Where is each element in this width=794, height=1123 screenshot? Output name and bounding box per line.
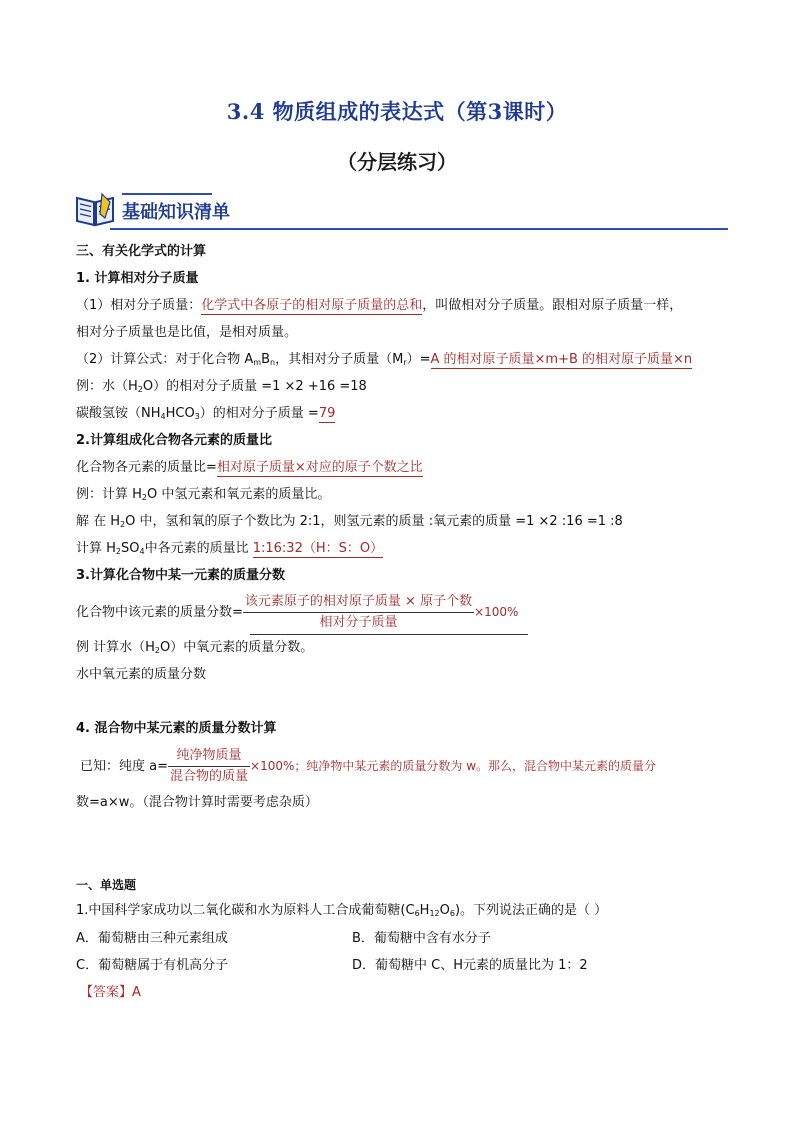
answer-label: 【答案】 [80,985,133,1000]
page-subtitle: （分层练习） [337,150,457,174]
subscript: r [403,358,407,367]
fraction-denominator: 混合物的质量 [170,769,249,784]
subscript: 2 [154,646,161,655]
answer-value: A [132,985,141,1000]
paragraph-1 [76,297,682,315]
subscript: 2 [141,493,148,502]
section-banner [74,188,728,232]
text: )。下列说法正确的是（ ） [454,903,608,918]
subscript: 2 [137,385,143,394]
formula-purity-line-2: 数=a×w。（混合物计算时需要考虑杂质） [76,795,318,810]
answer-line [80,984,141,1002]
option-a: A．葡萄糖由三种元素组成 [76,931,228,946]
text: 化合物各元素的质量比= [76,460,217,475]
answer-blank: A 的相对原子质量×m+B 的相对原子质量×n [430,352,693,367]
subscript: 4 [160,412,166,421]
fraction-numerator: 该元素原子的相对原子质量 × 原子个数 [243,592,474,613]
text: ×100% [474,605,519,619]
text: ，叫做相对分子质量。跟相对原子质量一样， [422,298,683,313]
fraction-denominator: 相对分子质量 [319,615,398,630]
text: H [419,903,430,918]
text: ，其相对分子质量（M [275,352,404,367]
text: HCO [165,406,195,421]
text: O 中氢元素和氧元素的质量比。 [147,487,331,502]
paragraph-2 [76,351,692,369]
text: 计算 H [76,541,116,556]
text: 化合物中该元素的质量分数= [76,605,243,620]
blank-line [250,634,528,635]
fraction-numerator: 纯净物质量 [168,746,250,767]
text: B [261,352,271,367]
option-d: D．葡萄糖中 C、H元素的质量比为 1：2 [352,958,588,973]
formula-purity [80,746,656,787]
formula-mass-fraction [76,592,518,633]
calc-h2so4 [76,540,383,558]
text: 例 计算水（H [76,640,155,655]
mass-ratio-rule [76,459,423,477]
example-oxygen-line-2: 水中氧元素的质量分数 [76,667,207,682]
text: （2）计算公式：对于化合物 A [76,352,254,367]
solution-ratio [76,513,623,531]
fraction [243,592,474,633]
subheading-4: 4. 混合物中某元素的质量分数计算 [76,721,277,736]
example-oxygen [76,639,313,657]
subheading-2: 2.计算组成化合物各元素的质量比 [76,433,272,448]
option-b: B．葡萄糖中含有水分子 [352,931,491,946]
text: O）中氧元素的质量分数。 [160,640,314,655]
text: O [439,903,450,918]
text: 例：计算 H [76,487,142,502]
subscript: 4 [139,547,145,556]
text: O）的相对分子质量 =1 ×2 +16 =18 [142,379,367,394]
subscript: 3 [194,412,200,421]
subscript: 6 [449,909,455,918]
book-icon [74,192,116,228]
subscript: n [270,358,276,367]
paragraph-1-line-2: 相对分子质量也是比值，是相对质量。 [76,325,298,340]
answer-blank: 化学式中各原子的相对原子质量的总和 [201,298,423,313]
text: O 中，氢和氧的原子个数比为 2:1，则氢元素的质量 :氧元素的质量 =1 ×2 :16 =1 :8 [125,514,623,529]
subscript: m [253,358,262,367]
text: 例：水（H [76,379,138,394]
banner-label: 基础知识清单 [122,202,230,223]
example-ratio [76,486,330,504]
text: 1.中国科学家成功以二氧化碳和水为原料人工合成葡萄糖(C [76,903,415,918]
banner-underline [110,228,728,230]
text: ）= [406,352,431,367]
answer-blank: 79 [318,406,336,421]
text: SO [121,541,140,556]
question-section-heading: 一、单选题 [76,878,137,892]
subheading-3: 3.计算化合物中某一元素的质量分数 [76,568,285,583]
question-stem [76,902,607,920]
example-water [76,378,367,396]
text: （1）相对分子质量： [76,298,202,313]
banner-overline [122,193,212,195]
text: 碳酸氢铵（NH [76,406,161,421]
subscript: 12 [429,909,440,918]
text: 中各元素的质量比 [144,541,253,556]
example-ammonium [76,405,335,423]
subscript: 2 [120,520,126,529]
text: ×100%；纯净物中某元素的质量分数为 w。那么，混合物中某元素的质量分 [250,759,657,773]
subheading-1: 1. 计算相对分子质量 [76,271,199,286]
fraction [168,746,250,787]
page-title: 3.4 物质组成的表达式（第3课时） [226,99,568,124]
text: ）的相对分子质量 = [199,406,319,421]
subscript: 6 [414,909,420,918]
text: 已知：纯度 a= [80,759,168,774]
section-heading: 三、有关化学式的计算 [76,244,207,259]
answer-blank: 相对原子质量×对应的原子个数之比 [216,460,423,475]
option-c: C．葡萄糖属于有机高分子 [76,958,229,973]
answer-blank: 1:16:32（H：S：O） [252,541,384,556]
subscript: 2 [115,547,122,556]
text: 解 在 H [76,514,121,529]
